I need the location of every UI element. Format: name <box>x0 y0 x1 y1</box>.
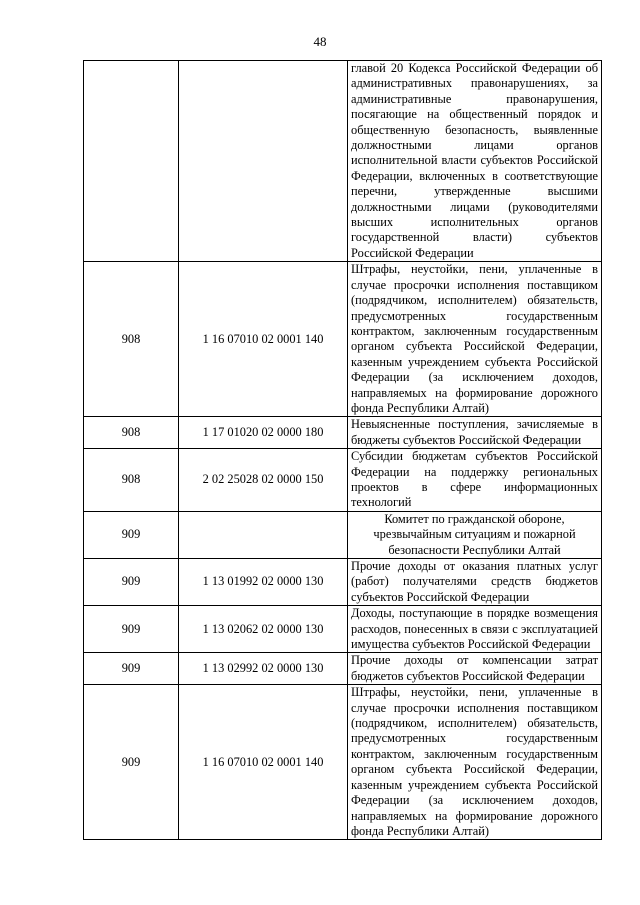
admin-code-cell: 908 <box>84 262 179 417</box>
admin-code-cell: 909 <box>84 606 179 653</box>
table-row <box>84 417 602 449</box>
budget-classification-code-cell: 2 02 25028 02 0000 150 <box>179 449 348 512</box>
budget-classification-code-cell: 1 13 02992 02 0000 130 <box>179 653 348 685</box>
admin-code-cell: 908 <box>84 449 179 512</box>
table-row <box>84 61 602 262</box>
page-number: 48 <box>313 34 327 49</box>
revenue-name-cell: Доходы, поступающие в порядке возмещения расходов, понесенных в связи с эксплуатацией имущества субъектов Российской Федерации <box>348 606 602 653</box>
revenue-name-cell: Прочие доходы от компенсации затрат бюджетов субъектов Российской Федерации <box>348 653 602 685</box>
table-row <box>84 685 602 840</box>
table-row <box>84 606 602 653</box>
admin-code-cell: 909 <box>84 653 179 685</box>
admin-code-cell <box>84 61 179 262</box>
revenue-name-cell: Прочие доходы от оказания платных услуг (работ) получателями средств бюджетов субъектов Российской Федерации <box>348 559 602 606</box>
admin-code-cell: 908 <box>84 417 179 449</box>
budget-classification-code-cell: 1 13 02062 02 0000 130 <box>179 606 348 653</box>
table-row <box>84 449 602 512</box>
budget-classification-code-cell <box>179 511 348 558</box>
revenue-codes-table <box>83 60 602 840</box>
revenue-name-cell: Штрафы, неустойки, пени, уплаченные в случае просрочки исполнения поставщиком (подрядчиком, исполнителем) обязательств, предусмотренных государственным контрактом, заключенным государственным органом субъекта Российской Федерации, казенным учреждением субъекта Российской Федерации (за исключением доходов, направляемых на формирование дорожного фонда Республики Алтай) <box>348 262 602 417</box>
admin-code-cell: 909 <box>84 685 179 840</box>
revenue-name-cell: главой 20 Кодекса Российской Федерации об административных правонарушениях, за административные правонарушения, посягающие на общественный порядок и общественную безопасность, выявленные должностными лицами органов исполнительной власти субъектов Российской Федерации, включенных в соответствующие перечни, утвержденные высшими должностными лицами (руководителями высших исполнительных органов государственной власти) субъектов Российской Федерации <box>348 61 602 262</box>
budget-classification-code-cell: 1 16 07010 02 0001 140 <box>179 685 348 840</box>
table-row <box>84 559 602 606</box>
admin-code-cell: 909 <box>84 559 179 606</box>
revenue-name-cell: Невыясненные поступления, зачисляемые в бюджеты субъектов Российской Федерации <box>348 417 602 449</box>
administrator-name-cell: Комитет по гражданской обороне, чрезвычайным ситуациям и пожарной безопасности Республики Алтай <box>348 511 602 558</box>
revenue-name-cell: Штрафы, неустойки, пени, уплаченные в случае просрочки исполнения поставщиком (подрядчиком, исполнителем) обязательств, предусмотренных государственным контрактом, заключенным государственным органом субъекта Российской Федерации, казенным учреждением субъекта Российской Федерации (за исключением доходов, направляемых на формирование дорожного фонда Республики Алтай) <box>348 685 602 840</box>
revenue-name-cell: Субсидии бюджетам субъектов Российской Федерации на поддержку региональных проектов в сфере информационных технологий <box>348 449 602 512</box>
budget-classification-code-cell: 1 16 07010 02 0001 140 <box>179 262 348 417</box>
table-row <box>84 262 602 417</box>
budget-classification-code-cell <box>179 61 348 262</box>
budget-classification-code-cell: 1 13 01992 02 0000 130 <box>179 559 348 606</box>
budget-classification-code-cell: 1 17 01020 02 0000 180 <box>179 417 348 449</box>
admin-code-cell: 909 <box>84 511 179 558</box>
table-row-section-header <box>84 511 602 558</box>
table-row <box>84 653 602 685</box>
